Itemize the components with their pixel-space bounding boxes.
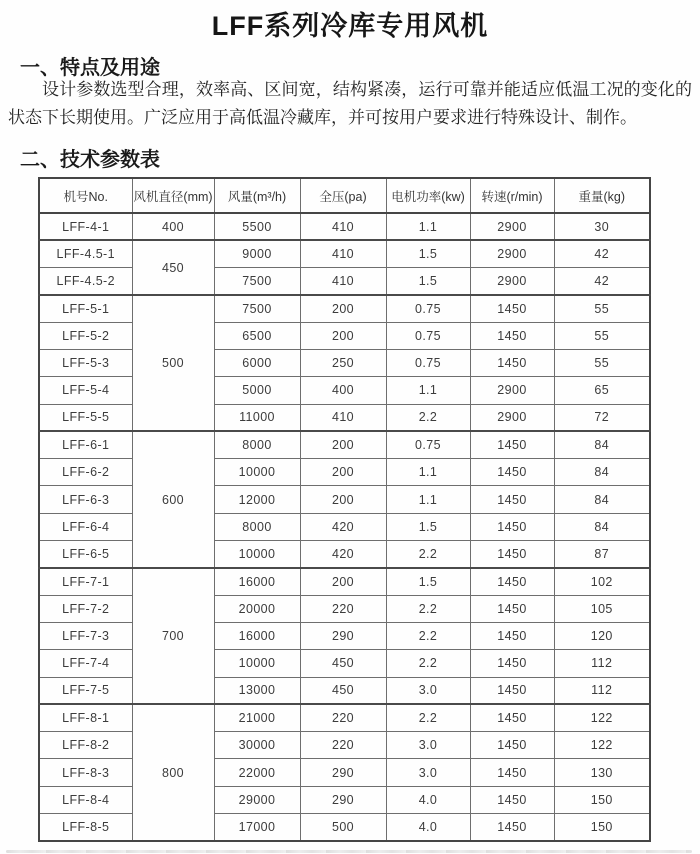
cell-total-pressure: 200	[300, 459, 386, 486]
table-row	[39, 459, 650, 486]
cell-weight: 150	[554, 786, 650, 813]
cell-motor-power: 1.1	[386, 377, 470, 404]
cell-air-volume: 16000	[214, 568, 300, 595]
table-row	[39, 268, 650, 295]
cell-weight: 120	[554, 622, 650, 649]
cell-model-no: LFF-5-1	[39, 295, 132, 322]
cell-air-volume: 6500	[214, 322, 300, 349]
cell-total-pressure: 450	[300, 650, 386, 677]
table-row	[39, 704, 650, 731]
cell-motor-power: 1.1	[386, 459, 470, 486]
cell-air-volume: 10000	[214, 459, 300, 486]
cell-speed: 1450	[470, 349, 554, 376]
cell-model-no: LFF-8-5	[39, 814, 132, 841]
cell-motor-power: 3.0	[386, 677, 470, 704]
cell-fan-diameter: 600	[132, 431, 214, 567]
table-row	[39, 513, 650, 540]
cell-model-no: LFF-7-4	[39, 650, 132, 677]
table-row	[39, 786, 650, 813]
cell-motor-power: 0.75	[386, 322, 470, 349]
table-row	[39, 677, 650, 704]
cell-air-volume: 7500	[214, 295, 300, 322]
cell-speed: 1450	[470, 295, 554, 322]
table-row	[39, 322, 650, 349]
cell-fan-diameter: 800	[132, 704, 214, 840]
cell-air-volume: 8000	[214, 513, 300, 540]
cell-speed: 1450	[470, 704, 554, 731]
column-header: 风机直径(mm)	[132, 178, 214, 213]
params-table-body	[39, 213, 650, 841]
cell-air-volume: 5500	[214, 213, 300, 240]
cell-total-pressure: 420	[300, 541, 386, 568]
cell-fan-diameter: 700	[132, 568, 214, 704]
cell-model-no: LFF-5-4	[39, 377, 132, 404]
cell-speed: 2900	[470, 404, 554, 431]
cell-total-pressure: 290	[300, 786, 386, 813]
cell-motor-power: 1.1	[386, 213, 470, 240]
table-row	[39, 541, 650, 568]
cell-weight: 55	[554, 295, 650, 322]
cell-weight: 65	[554, 377, 650, 404]
params-table	[38, 177, 651, 842]
cell-motor-power: 2.2	[386, 595, 470, 622]
cell-weight: 150	[554, 814, 650, 841]
cell-model-no: LFF-5-3	[39, 349, 132, 376]
cell-weight: 42	[554, 240, 650, 267]
cell-model-no: LFF-6-4	[39, 513, 132, 540]
cell-speed: 1450	[470, 814, 554, 841]
cell-motor-power: 1.5	[386, 268, 470, 295]
column-header: 重量(kg)	[554, 178, 650, 213]
cell-model-no: LFF-5-2	[39, 322, 132, 349]
cell-model-no: LFF-7-1	[39, 568, 132, 595]
cell-speed: 1450	[470, 650, 554, 677]
table-row	[39, 295, 650, 322]
cell-motor-power: 2.2	[386, 622, 470, 649]
cell-total-pressure: 250	[300, 349, 386, 376]
cell-weight: 84	[554, 459, 650, 486]
cell-speed: 1450	[470, 431, 554, 458]
cell-motor-power: 3.0	[386, 732, 470, 759]
cell-air-volume: 10000	[214, 541, 300, 568]
cell-weight: 105	[554, 595, 650, 622]
table-row	[39, 568, 650, 595]
table-row	[39, 622, 650, 649]
cell-weight: 55	[554, 349, 650, 376]
cell-speed: 1450	[470, 595, 554, 622]
cell-speed: 1450	[470, 322, 554, 349]
cell-model-no: LFF-4.5-1	[39, 240, 132, 267]
cell-motor-power: 1.5	[386, 568, 470, 595]
cell-speed: 2900	[470, 268, 554, 295]
section-heading-features: 一、特点及用途	[20, 57, 160, 79]
cell-air-volume: 29000	[214, 786, 300, 813]
cell-model-no: LFF-8-2	[39, 732, 132, 759]
cell-model-no: LFF-6-3	[39, 486, 132, 513]
cell-speed: 2900	[470, 213, 554, 240]
cell-weight: 84	[554, 513, 650, 540]
cell-air-volume: 10000	[214, 650, 300, 677]
cell-fan-diameter: 500	[132, 295, 214, 431]
cell-total-pressure: 200	[300, 486, 386, 513]
table-row	[39, 650, 650, 677]
table-row	[39, 759, 650, 786]
section-heading-specs: 二、技术参数表	[20, 149, 160, 171]
cell-speed: 1450	[470, 732, 554, 759]
cell-motor-power: 2.2	[386, 704, 470, 731]
cell-fan-diameter: 450	[132, 240, 214, 295]
cell-weight: 122	[554, 704, 650, 731]
cell-model-no: LFF-8-4	[39, 786, 132, 813]
cell-total-pressure: 290	[300, 759, 386, 786]
cell-motor-power: 3.0	[386, 759, 470, 786]
cell-total-pressure: 410	[300, 404, 386, 431]
cell-air-volume: 5000	[214, 377, 300, 404]
cell-total-pressure: 200	[300, 295, 386, 322]
cell-model-no: LFF-8-3	[39, 759, 132, 786]
features-paragraph: 设计参数选型合理，效率高、区间宽，结构紧凑，运行可靠并能适应低温工况的变化的状态下长期使用。广泛应用于高低温冷藏库，并可按用户要求进行特殊设计、制作。	[8, 80, 692, 127]
cell-air-volume: 13000	[214, 677, 300, 704]
cell-total-pressure: 200	[300, 568, 386, 595]
column-header: 机号No.	[39, 178, 132, 213]
cell-air-volume: 20000	[214, 595, 300, 622]
cell-speed: 1450	[470, 622, 554, 649]
cell-total-pressure: 220	[300, 595, 386, 622]
cell-weight: 87	[554, 541, 650, 568]
table-row	[39, 349, 650, 376]
cell-total-pressure: 200	[300, 431, 386, 458]
cell-total-pressure: 400	[300, 377, 386, 404]
cell-motor-power: 0.75	[386, 295, 470, 322]
cell-speed: 2900	[470, 240, 554, 267]
page-title: LFF系列冷库专用风机	[211, 11, 489, 41]
cell-total-pressure: 220	[300, 704, 386, 731]
cell-motor-power: 2.2	[386, 541, 470, 568]
cell-air-volume: 11000	[214, 404, 300, 431]
column-header: 全压(pa)	[300, 178, 386, 213]
cell-weight: 55	[554, 322, 650, 349]
cell-speed: 1450	[470, 513, 554, 540]
cell-weight: 122	[554, 732, 650, 759]
cell-model-no: LFF-5-5	[39, 404, 132, 431]
cell-air-volume: 21000	[214, 704, 300, 731]
cell-air-volume: 8000	[214, 431, 300, 458]
cell-motor-power: 4.0	[386, 814, 470, 841]
cell-motor-power: 1.1	[386, 486, 470, 513]
cell-motor-power: 2.2	[386, 650, 470, 677]
cell-speed: 1450	[470, 786, 554, 813]
cell-total-pressure: 410	[300, 268, 386, 295]
cell-total-pressure: 450	[300, 677, 386, 704]
cell-total-pressure: 410	[300, 213, 386, 240]
cell-weight: 112	[554, 677, 650, 704]
cell-air-volume: 22000	[214, 759, 300, 786]
cell-air-volume: 17000	[214, 814, 300, 841]
cell-model-no: LFF-6-1	[39, 431, 132, 458]
params-table-header-row	[39, 178, 650, 213]
params-table-head	[39, 178, 650, 213]
cell-total-pressure: 200	[300, 322, 386, 349]
cell-motor-power: 4.0	[386, 786, 470, 813]
cell-weight: 130	[554, 759, 650, 786]
cell-air-volume: 7500	[214, 268, 300, 295]
cell-total-pressure: 420	[300, 513, 386, 540]
cell-speed: 1450	[470, 759, 554, 786]
table-row	[39, 404, 650, 431]
cell-weight: 42	[554, 268, 650, 295]
cell-weight: 30	[554, 213, 650, 240]
cell-speed: 2900	[470, 377, 554, 404]
cell-weight: 72	[554, 404, 650, 431]
cell-weight: 84	[554, 486, 650, 513]
cell-speed: 1450	[470, 486, 554, 513]
cell-motor-power: 1.5	[386, 513, 470, 540]
table-row	[39, 486, 650, 513]
cell-model-no: LFF-8-1	[39, 704, 132, 731]
cell-air-volume: 16000	[214, 622, 300, 649]
cell-speed: 1450	[470, 541, 554, 568]
cell-air-volume: 6000	[214, 349, 300, 376]
cell-model-no: LFF-4.5-2	[39, 268, 132, 295]
table-row	[39, 240, 650, 267]
cell-total-pressure: 290	[300, 622, 386, 649]
cell-speed: 1450	[470, 677, 554, 704]
cell-air-volume: 12000	[214, 486, 300, 513]
cell-air-volume: 30000	[214, 732, 300, 759]
cell-fan-diameter: 400	[132, 213, 214, 240]
cell-motor-power: 2.2	[386, 404, 470, 431]
table-row	[39, 732, 650, 759]
page-edge-shadow	[6, 850, 692, 853]
cell-weight: 84	[554, 431, 650, 458]
cell-model-no: LFF-7-2	[39, 595, 132, 622]
cell-total-pressure: 220	[300, 732, 386, 759]
cell-total-pressure: 500	[300, 814, 386, 841]
cell-total-pressure: 410	[300, 240, 386, 267]
cell-weight: 102	[554, 568, 650, 595]
cell-weight: 112	[554, 650, 650, 677]
column-header: 转速(r/min)	[470, 178, 554, 213]
cell-motor-power: 0.75	[386, 349, 470, 376]
column-header: 风量(m³/h)	[214, 178, 300, 213]
cell-model-no: LFF-6-2	[39, 459, 132, 486]
table-row	[39, 213, 650, 240]
table-row	[39, 431, 650, 458]
table-row	[39, 814, 650, 841]
table-row	[39, 377, 650, 404]
cell-speed: 1450	[470, 568, 554, 595]
cell-motor-power: 1.5	[386, 240, 470, 267]
cell-model-no: LFF-7-5	[39, 677, 132, 704]
cell-motor-power: 0.75	[386, 431, 470, 458]
cell-model-no: LFF-7-3	[39, 622, 132, 649]
column-header: 电机功率(kw)	[386, 178, 470, 213]
cell-model-no: LFF-4-1	[39, 213, 132, 240]
cell-speed: 1450	[470, 459, 554, 486]
cell-air-volume: 9000	[214, 240, 300, 267]
cell-model-no: LFF-6-5	[39, 541, 132, 568]
table-row	[39, 595, 650, 622]
